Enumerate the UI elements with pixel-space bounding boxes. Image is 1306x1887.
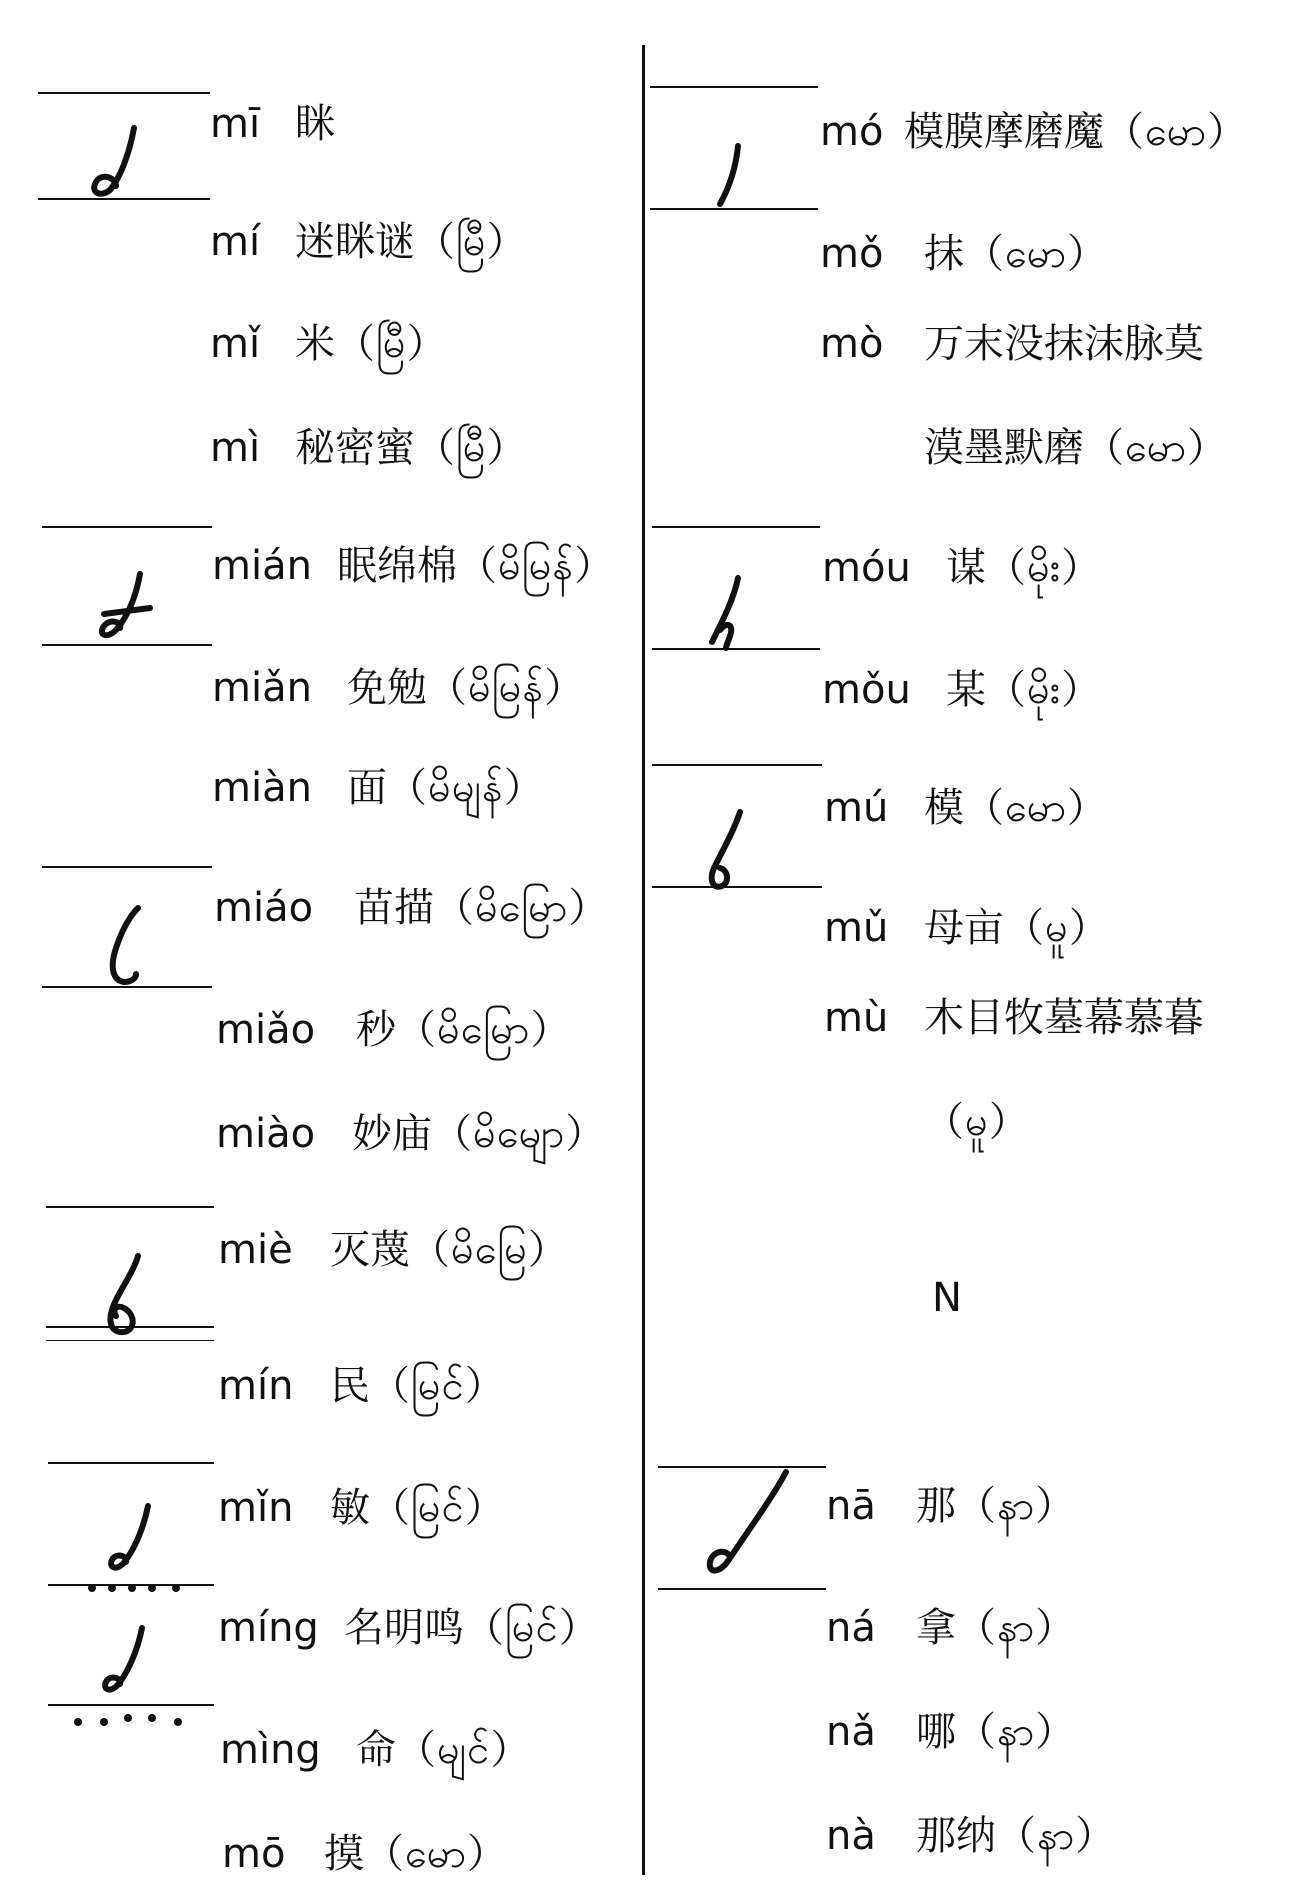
entry-na4 [826, 1812, 1116, 1860]
entry-mu2 [824, 904, 1110, 952]
burmese-reading: （မိမြော） [434, 885, 610, 931]
burmese-reading: （မော） [964, 231, 1109, 277]
burmese-reading: （မြီ） [415, 219, 528, 265]
pinyin: mín [218, 1363, 294, 1409]
entry-miao1 [214, 884, 609, 932]
burmese-reading: （မော） [964, 785, 1109, 831]
pinyin: mí [210, 219, 261, 265]
pinyin: mǒ [820, 231, 884, 277]
burmese-reading: （မိမြန်） [457, 543, 616, 589]
staff-line [652, 764, 822, 766]
hanzi: 妙庙 [352, 1111, 432, 1157]
staff-line [652, 526, 820, 528]
burmese-reading: （မော） [364, 1831, 509, 1877]
hanzi: 秘密蜜 [295, 425, 415, 471]
entry-mo4-continued [924, 424, 1228, 472]
hanzi: 迷眯谜 [295, 219, 415, 265]
mi-script-glyph [82, 120, 152, 200]
entry-mu3-continued [924, 1098, 1030, 1146]
pinyin: ná [826, 1605, 876, 1651]
entry-mu3 [824, 994, 1204, 1042]
hanzi: 米 [295, 321, 335, 367]
staff-line [46, 1206, 214, 1208]
na-script-glyph [690, 1468, 800, 1588]
pinyin: miǎn [212, 665, 312, 711]
entry-mo2 [820, 108, 1248, 156]
burmese-reading: （မြီ） [415, 425, 528, 471]
entry-min1 [218, 1362, 506, 1410]
entry-mi3 [210, 320, 448, 368]
hanzi: 母亩 [924, 905, 1004, 951]
pinyin: mī [210, 101, 261, 147]
burmese-reading: （မြီ） [335, 321, 448, 367]
burmese-reading: （နာ） [956, 1709, 1077, 1755]
entry-min2 [218, 1484, 506, 1532]
burmese-reading: （နာ） [996, 1813, 1117, 1859]
hanzi: 谋 [946, 545, 986, 591]
staff-line [48, 1462, 214, 1464]
mo-script-glyph [700, 140, 770, 220]
pinyin: mǒu [822, 667, 911, 713]
staff-line [42, 526, 212, 528]
entry-mu1 [824, 784, 1108, 832]
burmese-reading: （မော） [1084, 425, 1229, 471]
section-heading-n: N [932, 1275, 962, 1321]
pinyin: nā [826, 1483, 876, 1529]
hanzi: 某 [946, 667, 986, 713]
hanzi: 眯 [295, 101, 335, 147]
burmese-reading: （မိမြေ） [410, 1227, 569, 1273]
entry-mian2 [212, 664, 585, 712]
mu-script-glyph [694, 808, 764, 888]
entry-mian1 [212, 542, 615, 590]
min-script-glyph [86, 1500, 196, 1600]
pinyin: mǐ [210, 321, 261, 367]
pinyin: miào [216, 1111, 316, 1157]
pinyin: mǔ [824, 905, 889, 951]
burmese-reading: （မိမျန်） [387, 765, 545, 811]
entry-mou2 [822, 666, 1102, 714]
staff-line [658, 1588, 826, 1590]
mie-script-glyph [94, 1250, 164, 1340]
hanzi: 苗描 [354, 885, 434, 931]
burmese-reading: （မိုး） [986, 545, 1103, 591]
entry-mo3 [820, 230, 1108, 278]
entry-mo4 [820, 320, 1204, 368]
staff-line [650, 86, 818, 88]
entry-mi4 [210, 424, 528, 472]
pinyin: nǎ [826, 1709, 876, 1755]
entry-na2 [826, 1604, 1076, 1652]
hanzi: 秒 [356, 1007, 396, 1053]
entry-miao2 [216, 1006, 571, 1054]
burmese-reading: （မိမြန်） [427, 665, 586, 711]
pinyin: miáo [214, 885, 314, 931]
pinyin: mō [222, 1831, 286, 1877]
burmese-reading: （မိမြော） [396, 1007, 572, 1053]
burmese-reading: （မြင်） [370, 1485, 506, 1531]
pinyin: mìng [220, 1727, 321, 1773]
mou-script-glyph [694, 574, 764, 654]
hanzi: 漠墨默磨 [924, 425, 1084, 471]
hanzi: 抹 [924, 231, 964, 277]
burmese-reading: （မူ） [1004, 905, 1110, 951]
entry-ming1 [218, 1604, 600, 1652]
entry-ming2 [220, 1726, 531, 1774]
entry-mie [218, 1226, 569, 1274]
pinyin: mì [210, 425, 261, 471]
pinyin: mián [212, 543, 312, 589]
hanzi: 那 [916, 1483, 956, 1529]
pinyin: míng [218, 1605, 319, 1651]
burmese-reading: （မူ） [924, 1099, 1030, 1145]
staff-line [46, 1340, 214, 1341]
hanzi: 摸 [324, 1831, 364, 1877]
hanzi: 那纳 [916, 1813, 996, 1859]
hanzi: 模 [924, 785, 964, 831]
burmese-reading: （မိုး） [986, 667, 1103, 713]
pinyin: mǐn [218, 1485, 294, 1531]
pinyin: miǎo [216, 1007, 316, 1053]
hanzi: 名明鸣 [344, 1605, 464, 1651]
hanzi: 木目牧墓幕慕暮 [924, 995, 1204, 1041]
ming-script-glyph [70, 1622, 190, 1732]
hanzi: 免勉 [347, 665, 427, 711]
hanzi: 灭蔑 [330, 1227, 410, 1273]
pinyin: nà [826, 1813, 876, 1859]
staff-line [42, 866, 212, 868]
mian-script-glyph [90, 566, 160, 646]
entry-mian3 [212, 764, 545, 812]
burmese-reading: （မော） [1104, 109, 1249, 155]
entry-miao3 [216, 1110, 606, 1158]
entry-mi1 [210, 100, 335, 148]
hanzi: 万末没抹沫脉莫 [924, 321, 1204, 367]
entry-mou1 [822, 544, 1102, 592]
burmese-reading: （နာ） [956, 1483, 1077, 1529]
entry-mo1 [222, 1830, 508, 1878]
column-divider [642, 45, 645, 1875]
hanzi: 面 [347, 765, 387, 811]
hanzi: 眠绵棉 [337, 543, 457, 589]
entry-na1 [826, 1482, 1076, 1530]
hanzi: 拿 [916, 1605, 956, 1651]
pinyin: mù [824, 995, 889, 1041]
pinyin: mú [824, 785, 889, 831]
entry-na3 [826, 1708, 1076, 1756]
staff-line [38, 92, 210, 94]
burmese-reading: （မိမျော） [432, 1111, 607, 1157]
pinyin: mò [820, 321, 884, 367]
miao-script-glyph [92, 900, 162, 990]
pinyin: mó [820, 109, 884, 155]
hanzi: 模膜摩磨魔 [904, 109, 1104, 155]
hanzi: 民 [330, 1363, 370, 1409]
burmese-reading: （မြင်） [370, 1363, 506, 1409]
hanzi: 敏 [330, 1485, 370, 1531]
hanzi: 哪 [916, 1709, 956, 1755]
entry-mi2 [210, 218, 528, 266]
burmese-reading: （နာ） [956, 1605, 1077, 1651]
burmese-reading: （မြင်） [464, 1605, 600, 1651]
pinyin: miàn [212, 765, 312, 811]
pinyin: móu [822, 545, 911, 591]
pinyin: miè [218, 1227, 293, 1273]
hanzi: 命 [356, 1727, 396, 1773]
burmese-reading: （မျင်） [396, 1727, 532, 1773]
